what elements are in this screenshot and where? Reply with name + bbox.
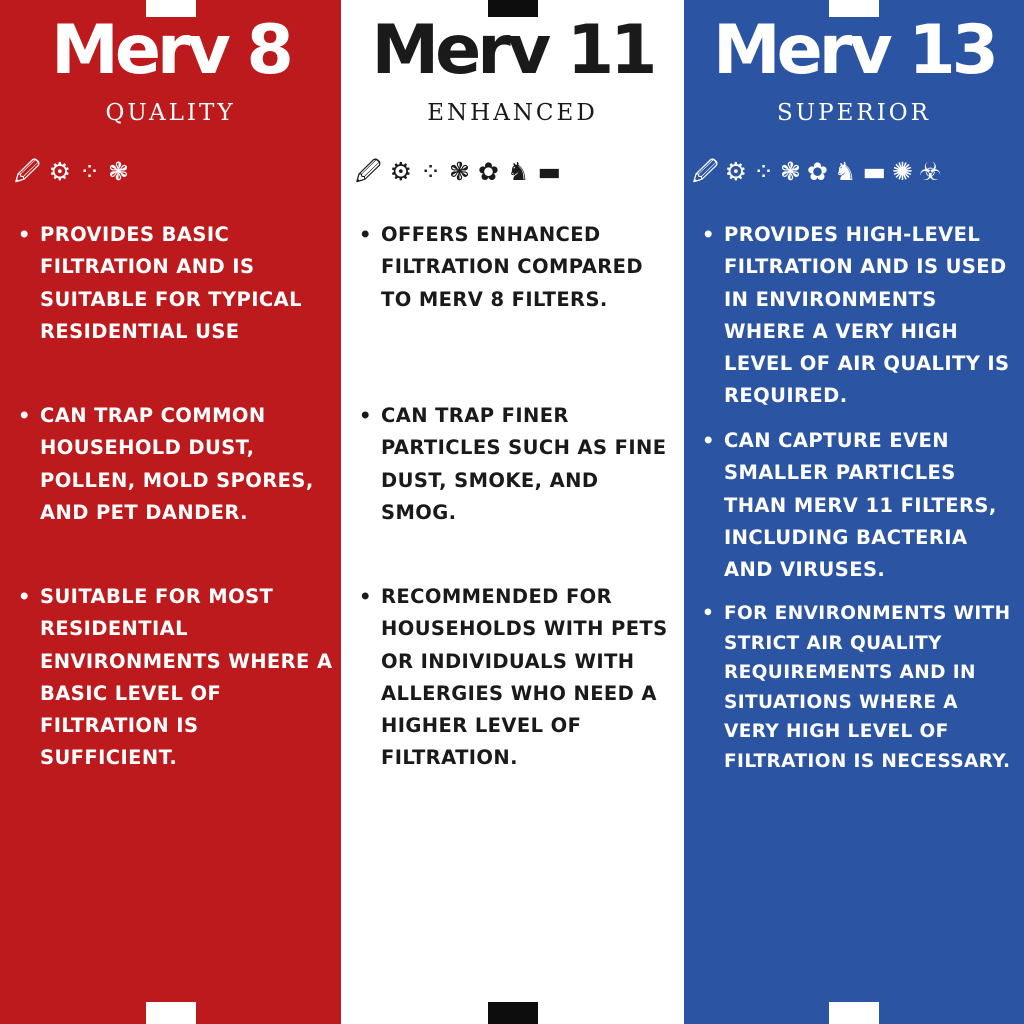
bullet-text: OFFERS ENHANCED FILTRATION COMPARED TO MERV 8 FILTERS. (381, 223, 643, 311)
dust-mite-icon: ❃ (108, 157, 129, 186)
bullet-dot: • (18, 585, 31, 608)
cat-icon: ♞ (833, 157, 857, 186)
merv-13-title: Merv 13 (713, 11, 995, 90)
bottom-tab (146, 1002, 196, 1024)
list-item (702, 425, 1016, 586)
bullet-dot: • (359, 223, 372, 246)
pipette-icon: 🖉 (692, 157, 719, 186)
bullet-text: FOR ENVIRONMENTS WITH STRICT AIR QUALITY REQUIREMENTS AND IN SITUATIONS WHERE A VERY HIGH LEVEL OF FILTRATION IS NECESSARY. (724, 603, 1011, 772)
bullet-text: PROVIDES HIGH-LEVEL FILTRATION AND IS USED IN ENVIRONMENTS WHERE A VERY HIGH LEVEL OF AIR QUALITY IS REQUIRED. (724, 223, 1010, 408)
list-item (18, 581, 333, 775)
pipette-icon: 🖉 (14, 157, 41, 186)
gear-icon: ⚙ (48, 157, 72, 186)
bullet-text: CAN TRAP FINER PARTICLES SUCH AS FINE DUST, SMOKE, AND SMOG. (381, 404, 667, 524)
biohazard-icon: ☣ (918, 157, 942, 186)
germ-icon: ✿ (477, 157, 499, 186)
list-item (702, 219, 1016, 413)
merv-13-subtitle: SUPERIOR (777, 100, 931, 126)
list-item (18, 400, 333, 529)
list-item (359, 400, 676, 529)
dust-mite-icon: ❃ (449, 157, 470, 186)
particles-icon: ⁘ (420, 157, 442, 186)
merv-11-column (341, 0, 684, 1024)
bullet-text: SUITABLE FOR MOST RESIDENTIAL ENVIRONMENTS WHERE A BASIC LEVEL OF FILTRATION IS SUFFICIENT. (40, 585, 333, 770)
bullet-dot: • (359, 404, 372, 427)
bottom-tab (488, 1002, 538, 1024)
list-item (18, 219, 333, 348)
merv-8-column (0, 0, 341, 1024)
gear-icon: ⚙ (724, 157, 748, 186)
merv-8-subtitle: QUALITY (105, 100, 236, 126)
merv-11-subtitle: ENHANCED (427, 100, 598, 126)
pipette-icon: 🖉 (355, 157, 382, 186)
bullet-dot: • (18, 223, 31, 246)
bullet-text: CAN CAPTURE EVEN SMALLER PARTICLES THAN MERV 11 FILTERS, INCLUDING BACTERIA AND VIRUSES. (724, 429, 997, 582)
merv-11-icon-row (355, 154, 680, 190)
merv-13-column (684, 0, 1024, 1024)
bullet-dot: • (702, 429, 715, 452)
germ-icon: ✿ (806, 157, 828, 186)
particles-icon: ⁘ (753, 157, 775, 186)
smoking-icon: ▬ (862, 157, 886, 186)
smoking-icon: ▬ (537, 157, 561, 186)
bullet-dot: • (702, 603, 715, 624)
bullet-dot: • (18, 404, 31, 427)
gear-icon: ⚙ (389, 157, 413, 186)
list-item (359, 219, 676, 316)
particles-icon: ⁘ (79, 157, 101, 186)
list-item (359, 581, 676, 775)
bullet-dot: • (702, 223, 715, 246)
cat-icon: ♞ (506, 157, 530, 186)
merv-8-title: Merv 8 (51, 11, 290, 90)
virus-icon: ✺ (891, 157, 913, 186)
bottom-tab (829, 1002, 879, 1024)
bullet-dot: • (359, 585, 372, 608)
bullet-text: RECOMMENDED FOR HOUSEHOLDS WITH PETS OR INDIVIDUALS WITH ALLERGIES WHO NEED A HIGHER LEVEL OF FILTRATION. (381, 585, 668, 770)
merv-11-title: Merv 11 (371, 11, 654, 90)
merv-13-icon-row (692, 154, 1020, 190)
dust-mite-icon: ❃ (780, 157, 801, 186)
bullet-text: CAN TRAP COMMON HOUSEHOLD DUST, POLLEN, MOLD SPORES, AND PET DANDER. (40, 404, 314, 524)
bullet-text: PROVIDES BASIC FILTRATION AND IS SUITABLE FOR TYPICAL RESIDENTIAL USE (40, 223, 302, 343)
list-item (702, 599, 1016, 777)
merv-8-icon-row (14, 154, 337, 190)
